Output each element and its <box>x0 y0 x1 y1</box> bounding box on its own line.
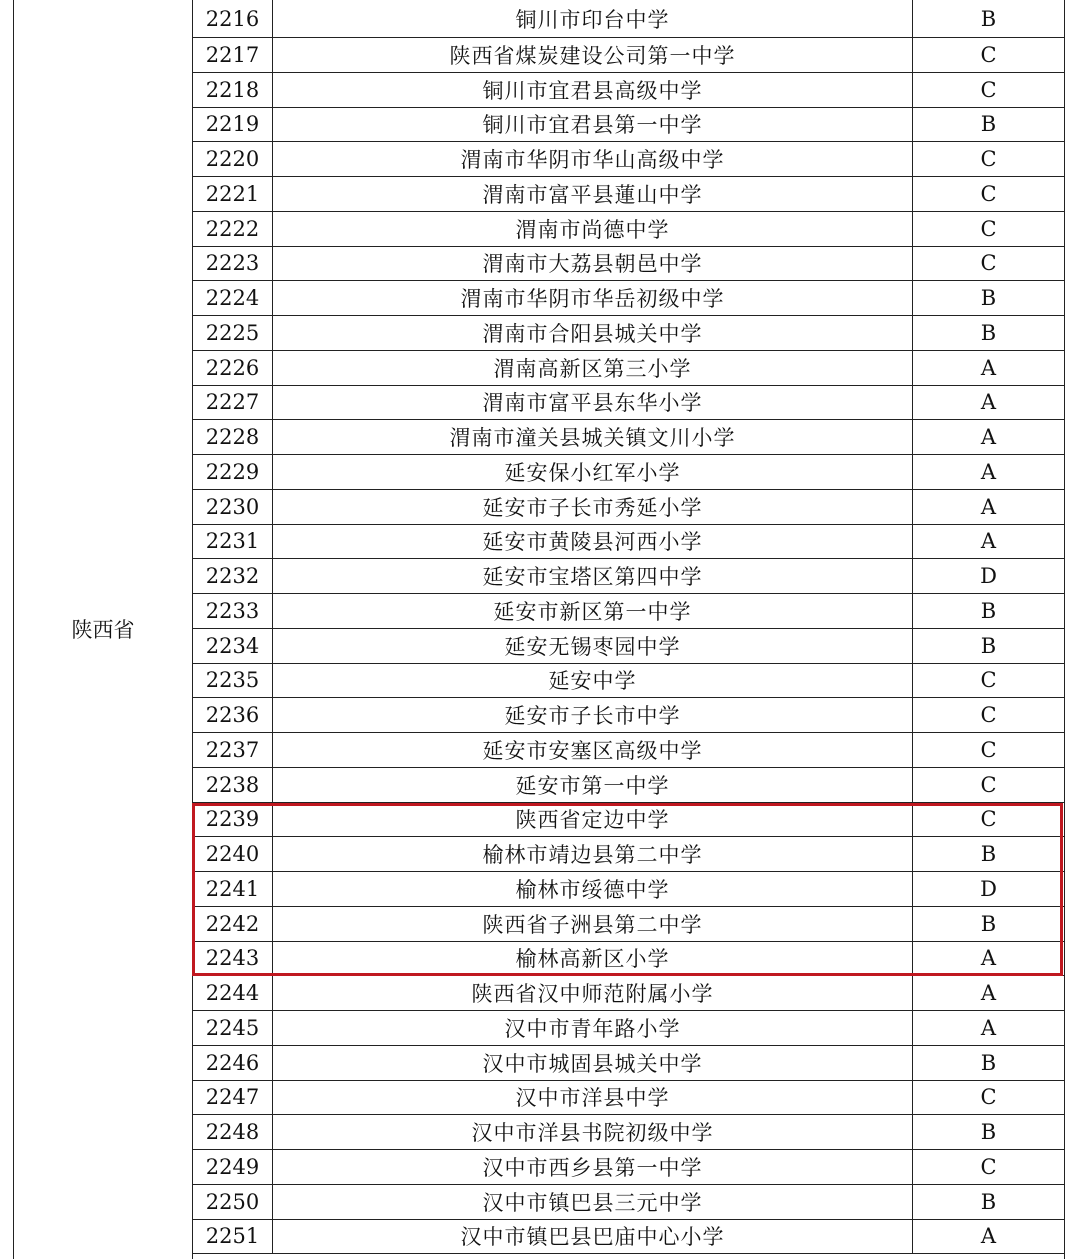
school-name: 榆林市绥德中学 <box>273 872 913 906</box>
grade: A <box>980 981 997 1006</box>
grade: A <box>980 1224 997 1249</box>
row-number: 2237 <box>193 733 273 767</box>
row-number: 2221 <box>193 177 273 211</box>
grade: A <box>980 355 997 380</box>
school-name: 延安保小红军小学 <box>273 455 913 489</box>
row-number: 2217 <box>193 38 273 72</box>
table-row <box>193 1011 1064 1046</box>
row-number: 2236 <box>193 698 273 732</box>
row-number: 2230 <box>193 490 273 524</box>
row-number: 2224 <box>193 281 273 315</box>
row-number: 2223 <box>193 247 273 281</box>
grade: C <box>980 147 997 172</box>
school-name: 汉中市洋县中学 <box>273 1081 913 1115</box>
table-row <box>193 1081 1064 1116</box>
table-row <box>193 1185 1064 1220</box>
grade: B <box>980 1189 997 1214</box>
school-name: 渭南市大荔县朝邑中学 <box>273 247 913 281</box>
row-number: 2239 <box>193 803 273 837</box>
grade: B <box>980 286 997 311</box>
table-row <box>193 768 1064 803</box>
table-row <box>193 733 1064 768</box>
school-name: 渭南市合阳县城关中学 <box>273 316 913 350</box>
school-name: 陕西省煤炭建设公司第一中学 <box>273 38 913 72</box>
grade: A <box>980 494 997 519</box>
school-name: 渭南市华阴市华岳初级中学 <box>273 281 913 315</box>
grade: B <box>980 6 997 31</box>
table-row <box>193 837 1064 872</box>
table-row <box>193 281 1064 316</box>
school-name: 延安市新区第一中学 <box>273 594 913 628</box>
school-name: 铜川市宜君县高级中学 <box>273 73 913 107</box>
school-name: 榆林市靖边县第二中学 <box>273 837 913 871</box>
row-number: 2247 <box>193 1081 273 1115</box>
table-row <box>193 212 1064 247</box>
row-number: 2241 <box>193 872 273 906</box>
grade: A <box>980 390 997 415</box>
school-name: 延安市安塞区高级中学 <box>273 733 913 767</box>
school-name: 延安无锡枣园中学 <box>273 629 913 663</box>
row-number: 2226 <box>193 351 273 385</box>
row-number: 2222 <box>193 212 273 246</box>
grade: C <box>980 1085 997 1110</box>
grade: D <box>980 876 997 901</box>
table-row <box>193 559 1064 594</box>
row-number: 2242 <box>193 907 273 941</box>
school-name: 铜川市印台中学 <box>273 0 913 37</box>
grade: C <box>980 1154 997 1179</box>
table-row <box>193 455 1064 490</box>
table-row <box>193 698 1064 733</box>
grade: B <box>980 911 997 936</box>
grade: C <box>980 703 997 728</box>
school-name: 渭南市富平县东华小学 <box>273 386 913 420</box>
grade: C <box>980 807 997 832</box>
grade: B <box>980 112 997 137</box>
table-body <box>193 0 1064 1254</box>
school-name: 汉中市镇巴县三元中学 <box>273 1185 913 1219</box>
grade: B <box>980 1050 997 1075</box>
table-row <box>193 38 1064 73</box>
table-row <box>193 108 1064 143</box>
row-number: 2225 <box>193 316 273 350</box>
table-row <box>193 1150 1064 1185</box>
grade: A <box>980 459 997 484</box>
row-number: 2218 <box>193 73 273 107</box>
table-row <box>193 1220 1064 1255</box>
school-name: 汉中市青年路小学 <box>273 1011 913 1045</box>
table-row <box>193 664 1064 699</box>
row-number: 2229 <box>193 455 273 489</box>
table-row <box>193 0 1064 38</box>
table-row <box>193 1115 1064 1150</box>
school-name: 陕西省汉中师范附属小学 <box>273 976 913 1010</box>
table-row <box>193 142 1064 177</box>
table-row <box>193 351 1064 386</box>
table-row <box>193 177 1064 212</box>
row-number: 2240 <box>193 837 273 871</box>
school-name: 渭南市潼关县城关镇文川小学 <box>273 420 913 454</box>
grade: D <box>980 564 997 589</box>
grade: A <box>980 946 997 971</box>
row-number: 2246 <box>193 1046 273 1080</box>
row-number: 2219 <box>193 108 273 142</box>
table-row <box>193 247 1064 282</box>
school-name: 陕西省定边中学 <box>273 803 913 837</box>
grade: B <box>980 1120 997 1145</box>
school-name: 铜川市宜君县第一中学 <box>273 108 913 142</box>
grade: C <box>980 42 997 67</box>
table-row <box>193 420 1064 455</box>
row-number: 2233 <box>193 594 273 628</box>
table-row <box>193 872 1064 907</box>
row-number: 2234 <box>193 629 273 663</box>
grade: C <box>980 668 997 693</box>
table-row <box>193 73 1064 108</box>
school-name: 延安中学 <box>273 664 913 698</box>
grade: B <box>980 598 997 623</box>
table-row <box>193 316 1064 351</box>
row-number: 2249 <box>193 1150 273 1184</box>
school-name: 延安市子长市中学 <box>273 698 913 732</box>
grade: C <box>980 77 997 102</box>
grade: A <box>980 425 997 450</box>
row-number: 2251 <box>193 1220 273 1254</box>
table-row <box>193 386 1064 421</box>
grade: C <box>980 737 997 762</box>
table-row <box>193 976 1064 1011</box>
school-name: 陕西省子洲县第二中学 <box>273 907 913 941</box>
province-cell: 陕西省 <box>71 618 135 642</box>
school-name: 延安市黄陵县河西小学 <box>273 525 913 559</box>
table-row <box>193 525 1064 560</box>
grade: B <box>980 633 997 658</box>
table-row <box>193 1046 1064 1081</box>
row-number: 2238 <box>193 768 273 802</box>
table-row <box>193 803 1064 838</box>
school-name: 延安市第一中学 <box>273 768 913 802</box>
school-name: 渭南市华阴市华山高级中学 <box>273 142 913 176</box>
grade: B <box>980 320 997 345</box>
row-number: 2216 <box>193 0 273 37</box>
row-number: 2235 <box>193 664 273 698</box>
row-number: 2245 <box>193 1011 273 1045</box>
school-name: 汉中市洋县书院初级中学 <box>273 1115 913 1149</box>
school-name: 渭南市富平县蓮山中学 <box>273 177 913 211</box>
school-name: 汉中市镇巴县巴庙中心小学 <box>273 1220 913 1254</box>
school-name: 渭南市尚德中学 <box>273 212 913 246</box>
grade: C <box>980 216 997 241</box>
row-number: 2250 <box>193 1185 273 1219</box>
row-number: 2227 <box>193 386 273 420</box>
table-border-right <box>1064 0 1065 1259</box>
row-number: 2232 <box>193 559 273 593</box>
table-row <box>193 907 1064 942</box>
grade: A <box>980 1015 997 1040</box>
row-number: 2220 <box>193 142 273 176</box>
school-name: 汉中市西乡县第一中学 <box>273 1150 913 1184</box>
row-number: 2243 <box>193 942 273 976</box>
row-number: 2231 <box>193 525 273 559</box>
school-name: 榆林高新区小学 <box>273 942 913 976</box>
school-name: 渭南高新区第三小学 <box>273 351 913 385</box>
row-number: 2248 <box>193 1115 273 1149</box>
grade: A <box>980 529 997 554</box>
grade: C <box>980 772 997 797</box>
school-name: 延安市宝塔区第四中学 <box>273 559 913 593</box>
grade: C <box>980 181 997 206</box>
table-row <box>193 594 1064 629</box>
school-name: 延安市子长市秀延小学 <box>273 490 913 524</box>
grade: C <box>980 251 997 276</box>
table-row <box>193 490 1064 525</box>
row-number: 2228 <box>193 420 273 454</box>
grade: B <box>980 842 997 867</box>
row-number: 2244 <box>193 976 273 1010</box>
table-row <box>193 942 1064 977</box>
table-row <box>193 629 1064 664</box>
school-name: 汉中市城固县城关中学 <box>273 1046 913 1080</box>
